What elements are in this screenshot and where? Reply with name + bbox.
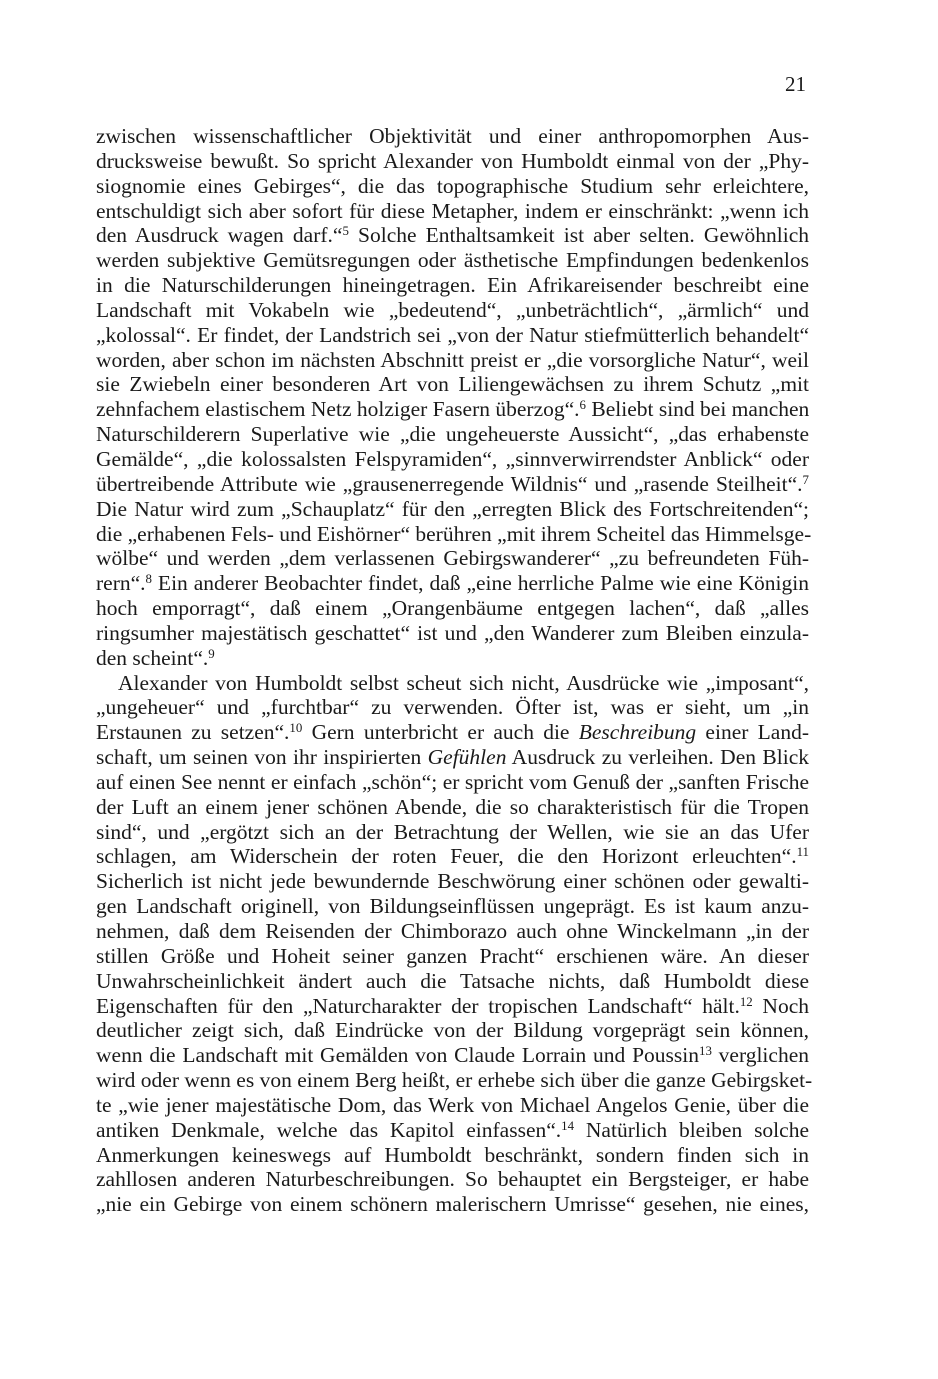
body-text	[96, 124, 813, 1217]
footnote-marker: 8	[145, 572, 152, 587]
footnote-marker: 10	[289, 721, 303, 736]
page-number: 21	[785, 72, 806, 96]
text-line: werden subjektive Gemütsregungen oder ästhetische Empfindungen bedenkenlos	[96, 248, 809, 273]
text-line: wölbe“ und werden „dem verlassenen Gebirgswanderer“ „zu befreundeten Füh-	[96, 546, 809, 571]
text-line: Unwahrscheinlichkeit ändert auch die Tatsache nichts, daß Humboldt diese	[96, 968, 809, 993]
text-line: nehmen, daß dem Reisenden der Chimborazo auch ohne Winckelmann „in der	[96, 919, 809, 943]
text-line: zwischen wissenschaftlicher Objektivität und einer anthropomorphen Aus-	[96, 124, 809, 148]
text-line: gen Landschaft originell, von Bildungseinflüssen ungeprägt. Es ist kaum anzu-	[96, 894, 809, 919]
text-line: sie Zwiebeln einer besonderen Art von Liliengewächsen zu ihrem Schutz „mit	[96, 372, 809, 397]
footnote-marker: 6	[579, 398, 586, 413]
text-line: te „wie jener majestätische Dom, das Werk von Michael Angelos Genie, über die	[96, 1092, 809, 1117]
footnote-marker: 11	[796, 845, 809, 860]
text-line: zehnfachem elastischem Netz holziger Fasern überzog“.$^6$ Beliebt sind bei manchen	[96, 397, 810, 422]
text-line: antiken Denkmale, welche das Kapitol einfassen“.$^{14}$ Natürlich bleiben solche	[96, 1117, 809, 1142]
text-line: den Ausdruck wagen darf.“$^5$ Solche Enthaltsamkeit ist aber selten. Gewöhnlich	[96, 223, 809, 248]
text-line: „ungeheuer“ und „furchtbar“ zu verwenden. Öfter ist, was er sieht, um „in	[96, 695, 809, 720]
text-line: „nie ein Gebirge von einem schönern malerischern Umrisse“ gesehen, nie eines,	[96, 1192, 809, 1217]
text-line: drucksweise bewußt. So spricht Alexander von Humboldt einmal von der „Phy-	[96, 148, 809, 173]
text-line: ringsumher majestätisch geschattet“ ist und „den Wanderer zum Bleiben einzula-	[96, 620, 809, 645]
text-line: Erstaunen zu setzen“.$^{10}$ Gern unterbricht er auch die Beschreibung einer Land-	[96, 720, 809, 745]
footnote-marker: 5	[342, 224, 349, 239]
text-line: worden, aber schon im nächsten Abschnitt preist er „die vorsorgliche Natur“, weil	[96, 347, 809, 372]
text-line: zahllosen anderen Naturbeschreibungen. So behauptet ein Bergsteiger, er habe	[96, 1167, 809, 1192]
text-line: Alexander von Humboldt selbst scheut sich nicht, Ausdrücke wie „imposant“,	[118, 670, 809, 695]
text-line: wird oder wenn es von einem Berg heißt, er erhebe sich über die ganze Gebirgsket-	[96, 1068, 813, 1093]
text-line: der Luft an einem jener schönen Abende, die so charakteristisch für die Tropen	[96, 794, 809, 819]
text-line: Anmerkungen keineswegs auf Humboldt beschränkt, sondern finden sich in	[96, 1142, 809, 1167]
text-line: stillen Größe und Hoheit seiner ganzen Pracht“ erschienen wäre. An dieser	[96, 943, 809, 968]
text-line: schlagen, am Widerschein der roten Feuer, die den Horizont erleuchten“.$^{11}$	[96, 844, 809, 869]
footnote-marker: 14	[561, 1118, 575, 1133]
text-line: in die Naturschilderungen hineingetragen. Ein Afrikareisender beschreibt eine	[96, 273, 809, 298]
text-line: sind“, und „ergötzt sich an der Betrachtung der Wellen, wie sie an das Ufer	[96, 819, 809, 844]
text-line: hoch emporragt“, daß einem „Orangenbäume entgegen lachen“, daß „alles	[96, 596, 809, 621]
text-line: deutlicher zeigt sich, daß Eindrücke von der Bildung vorgeprägt sein können,	[96, 1018, 809, 1043]
text-line: Die Natur wird zum „Schauplatz“ für den „erregten Blick des Fortschreitenden“;	[96, 496, 809, 521]
text-line: rern“.$^8$ Ein anderer Beobachter findet, daß „eine herrliche Palme wie eine Königin	[96, 571, 809, 596]
text-line: den scheint“.$^9$	[96, 645, 215, 670]
text-line: schaft, um seinen von ihr inspirierten Gefühlen Ausdruck zu verleihen. Den Blick	[96, 745, 809, 770]
text-line: siognomie eines Gebirges“, die das topographische Studium sehr erleichtere,	[96, 173, 809, 198]
text-line: entschuldigt sich aber sofort für diese Metapher, indem er einschränkt: „wenn ich	[96, 198, 809, 223]
text-line: die „erhabenen Fels- und Eishörner“ berühren „mit ihrem Scheitel das Himmelsge-	[96, 521, 812, 546]
text-line: wenn die Landschaft mit Gemälden von Claude Lorrain und Poussin$^{13}$ verglichen	[96, 1043, 809, 1068]
footnote-marker: 12	[739, 994, 753, 1009]
footnote-marker: 9	[208, 646, 215, 661]
text-line: Naturschilderern Superlative wie „die ungeheuerste Aussicht“, „das erhabenste	[96, 422, 809, 447]
text-line: „kolossal“. Er findet, der Landstrich sei „von der Natur stiefmütterlich behandelt“	[96, 322, 809, 347]
text-line: Sicherlich ist nicht jede bewundernde Beschwörung einer schönen oder gewalti-	[96, 869, 809, 894]
text-line: auf einen See nennt er einfach „schön“; er spricht vom Genuß der „sanften Frische	[96, 769, 809, 794]
footnote-marker: 7	[802, 472, 809, 487]
text-line: Eigenschaften für den „Naturcharakter der tropischen Landschaft“ hält.$^{12}$ Noch	[96, 993, 809, 1018]
text-line: Landschaft mit Vokabeln wie „bedeutend“, „unbeträchtlich“, „ärmlich“ und	[96, 297, 809, 322]
text-line: Gemälde“, „die kolossalsten Felspyramiden“, „sinnverwirrendster Anblick“ oder	[96, 446, 809, 471]
text-line: übertreibende Attribute wie „grausenerregende Wildnis“ und „rasende Steilheit“.$^7$	[96, 471, 809, 496]
footnote-marker: 13	[699, 1044, 712, 1059]
